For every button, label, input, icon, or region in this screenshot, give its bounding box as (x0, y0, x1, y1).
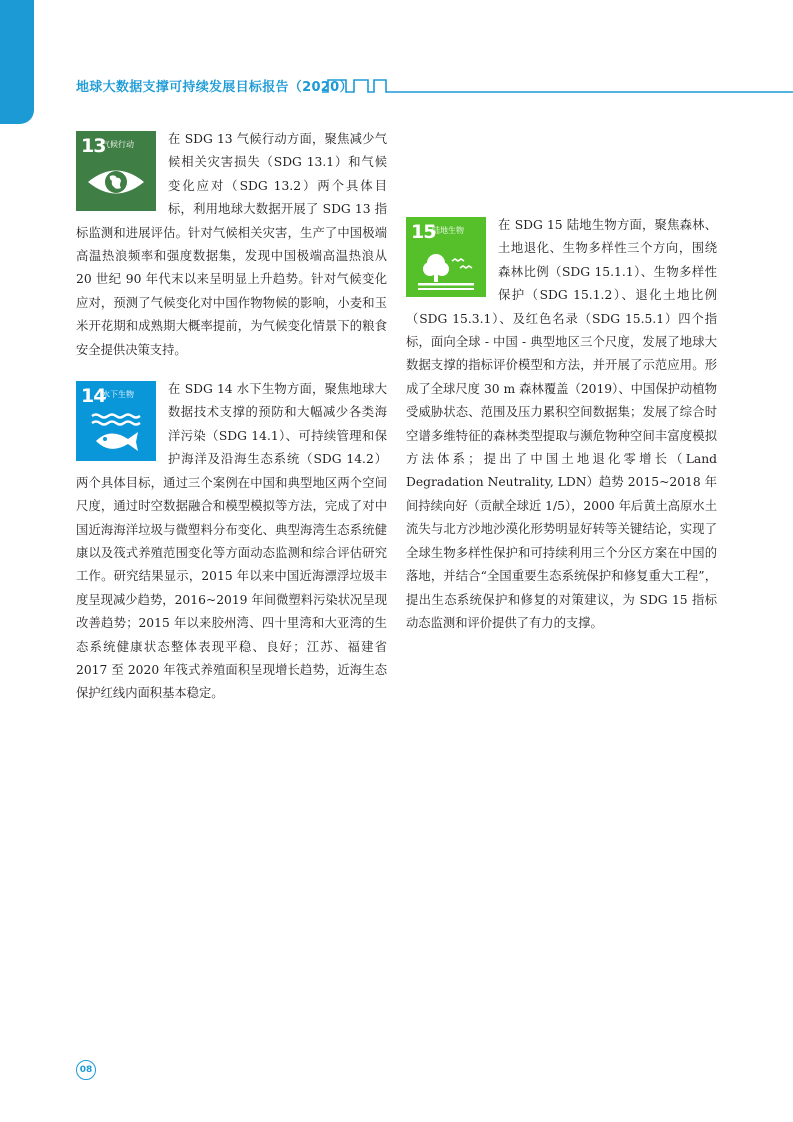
sdg14-section (76, 378, 387, 706)
sdg13-number: 13 (81, 135, 106, 157)
sdg14-badge (76, 381, 156, 461)
eye-globe-icon (76, 131, 156, 211)
tree-birds-icon (406, 217, 486, 297)
sdg15-badge (406, 217, 486, 297)
sdg14-paragraph: 在 SDG 14 水下生物方面，聚焦地球大数据技术支撑的预防和大幅减少各类海洋污染（SDG 14.1）、可持续管理和保护海洋及沿海生态系统（SDG 14.2）两个具体目标，通过三个案例在中国和典型地区两个空间尺度，通过时空数据融合和模型模拟等方法，完成了对中国近海海洋垃圾与微塑料分布变化、典型海湾生态系统健康以及筏式养殖范围变化等方面动态监测和综合评估研究工作。研究结果显示，2015 年以来中国近海漂浮垃圾丰度呈现减少趋势，2016~2019 年间微塑料污染状况呈现改善趋势；2015 年以来胶州湾、四十里湾和大亚湾的生态系统健康状态整体表现平稳、良好；江苏、福建省 2017 至 2020 年筏式养殖面积呈现增长趋势，近海生态保护红线内面积基本稳定。 (76, 382, 387, 701)
sdg14-label: 水下生物 (102, 390, 134, 400)
fish-waves-icon (76, 381, 156, 461)
left-column (76, 128, 387, 706)
sdg15-paragraph: 在 SDG 15 陆地生物方面，聚焦森林、土地退化、生物多样性三个方向，围绕森林比例（SDG 15.1.1）、生物多样性保护（SDG 15.1.2）、退化土地比例（SDG 15.3.1）、及红色名录（SDG 15.5.1）四个指标，面向全球 - 中国 - 典型地区三个尺度，发展了地球大数据支撑的指标评价模型和方法，并开展了示范应用。形成了全球尺度 30 m 森林覆盖（2019）、中国保护动植物受威胁状态、范围及压力累积空间数据集；发展了综合时空谱多维特征的森林类型提取与濒危物种空间丰富度模拟方法体系；提出了中国土地退化零增长（Land Degradation Neutrality, LDN）趋势 2015~2018 年间持续向好（贡献全球近 1/5），2000 年后黄土高原水土流失与北方沙地沙漠化形势明显好转等关键结论，实现了全球生物多样性保护和可持续利用三个分区方案在中国的落地，并结合“全国重要生态系统保护和修复重大工程”，提出生态系统保护和修复的对策建议，为 SDG 15 指标动态监测和评价提供了有力的支撑。 (406, 218, 717, 630)
sdg13-paragraph: 在 SDG 13 气候行动方面，聚焦减少气候相关灾害损失（SDG 13.1）和气候变化应对（SDG 13.2）两个具体目标，利用地球大数据开展了 SDG 13 指标监测和进展评估。针对气候相关灾害，生产了中国极端高温热浪频率和强度数据集，发现中国极端高温热浪从 20 世纪 90 年代末以来呈明显上升趋势。针对气候变化应对，预测了气候变化对中国作物物候的影响，小麦和玉米开花期和成熟期大概率提前，为气候变化情景下的粮食安全提供决策支持。 (76, 132, 387, 357)
sdg15-number: 15 (411, 221, 436, 243)
header-decorative-line (322, 76, 793, 96)
side-color-tab (0, 0, 34, 124)
sdg15-section (406, 214, 717, 635)
right-column (406, 214, 717, 635)
sdg15-label: 陆地生物 (432, 226, 464, 235)
sdg13-section (76, 128, 387, 362)
report-header-title: 地球大数据支撑可持续发展目标报告（2020） (76, 80, 353, 95)
sdg14-number: 14 (81, 385, 106, 408)
sdg13-badge (76, 131, 156, 211)
sdg13-label: 气候行动 (102, 140, 134, 149)
page-number: 08 (76, 1060, 96, 1080)
